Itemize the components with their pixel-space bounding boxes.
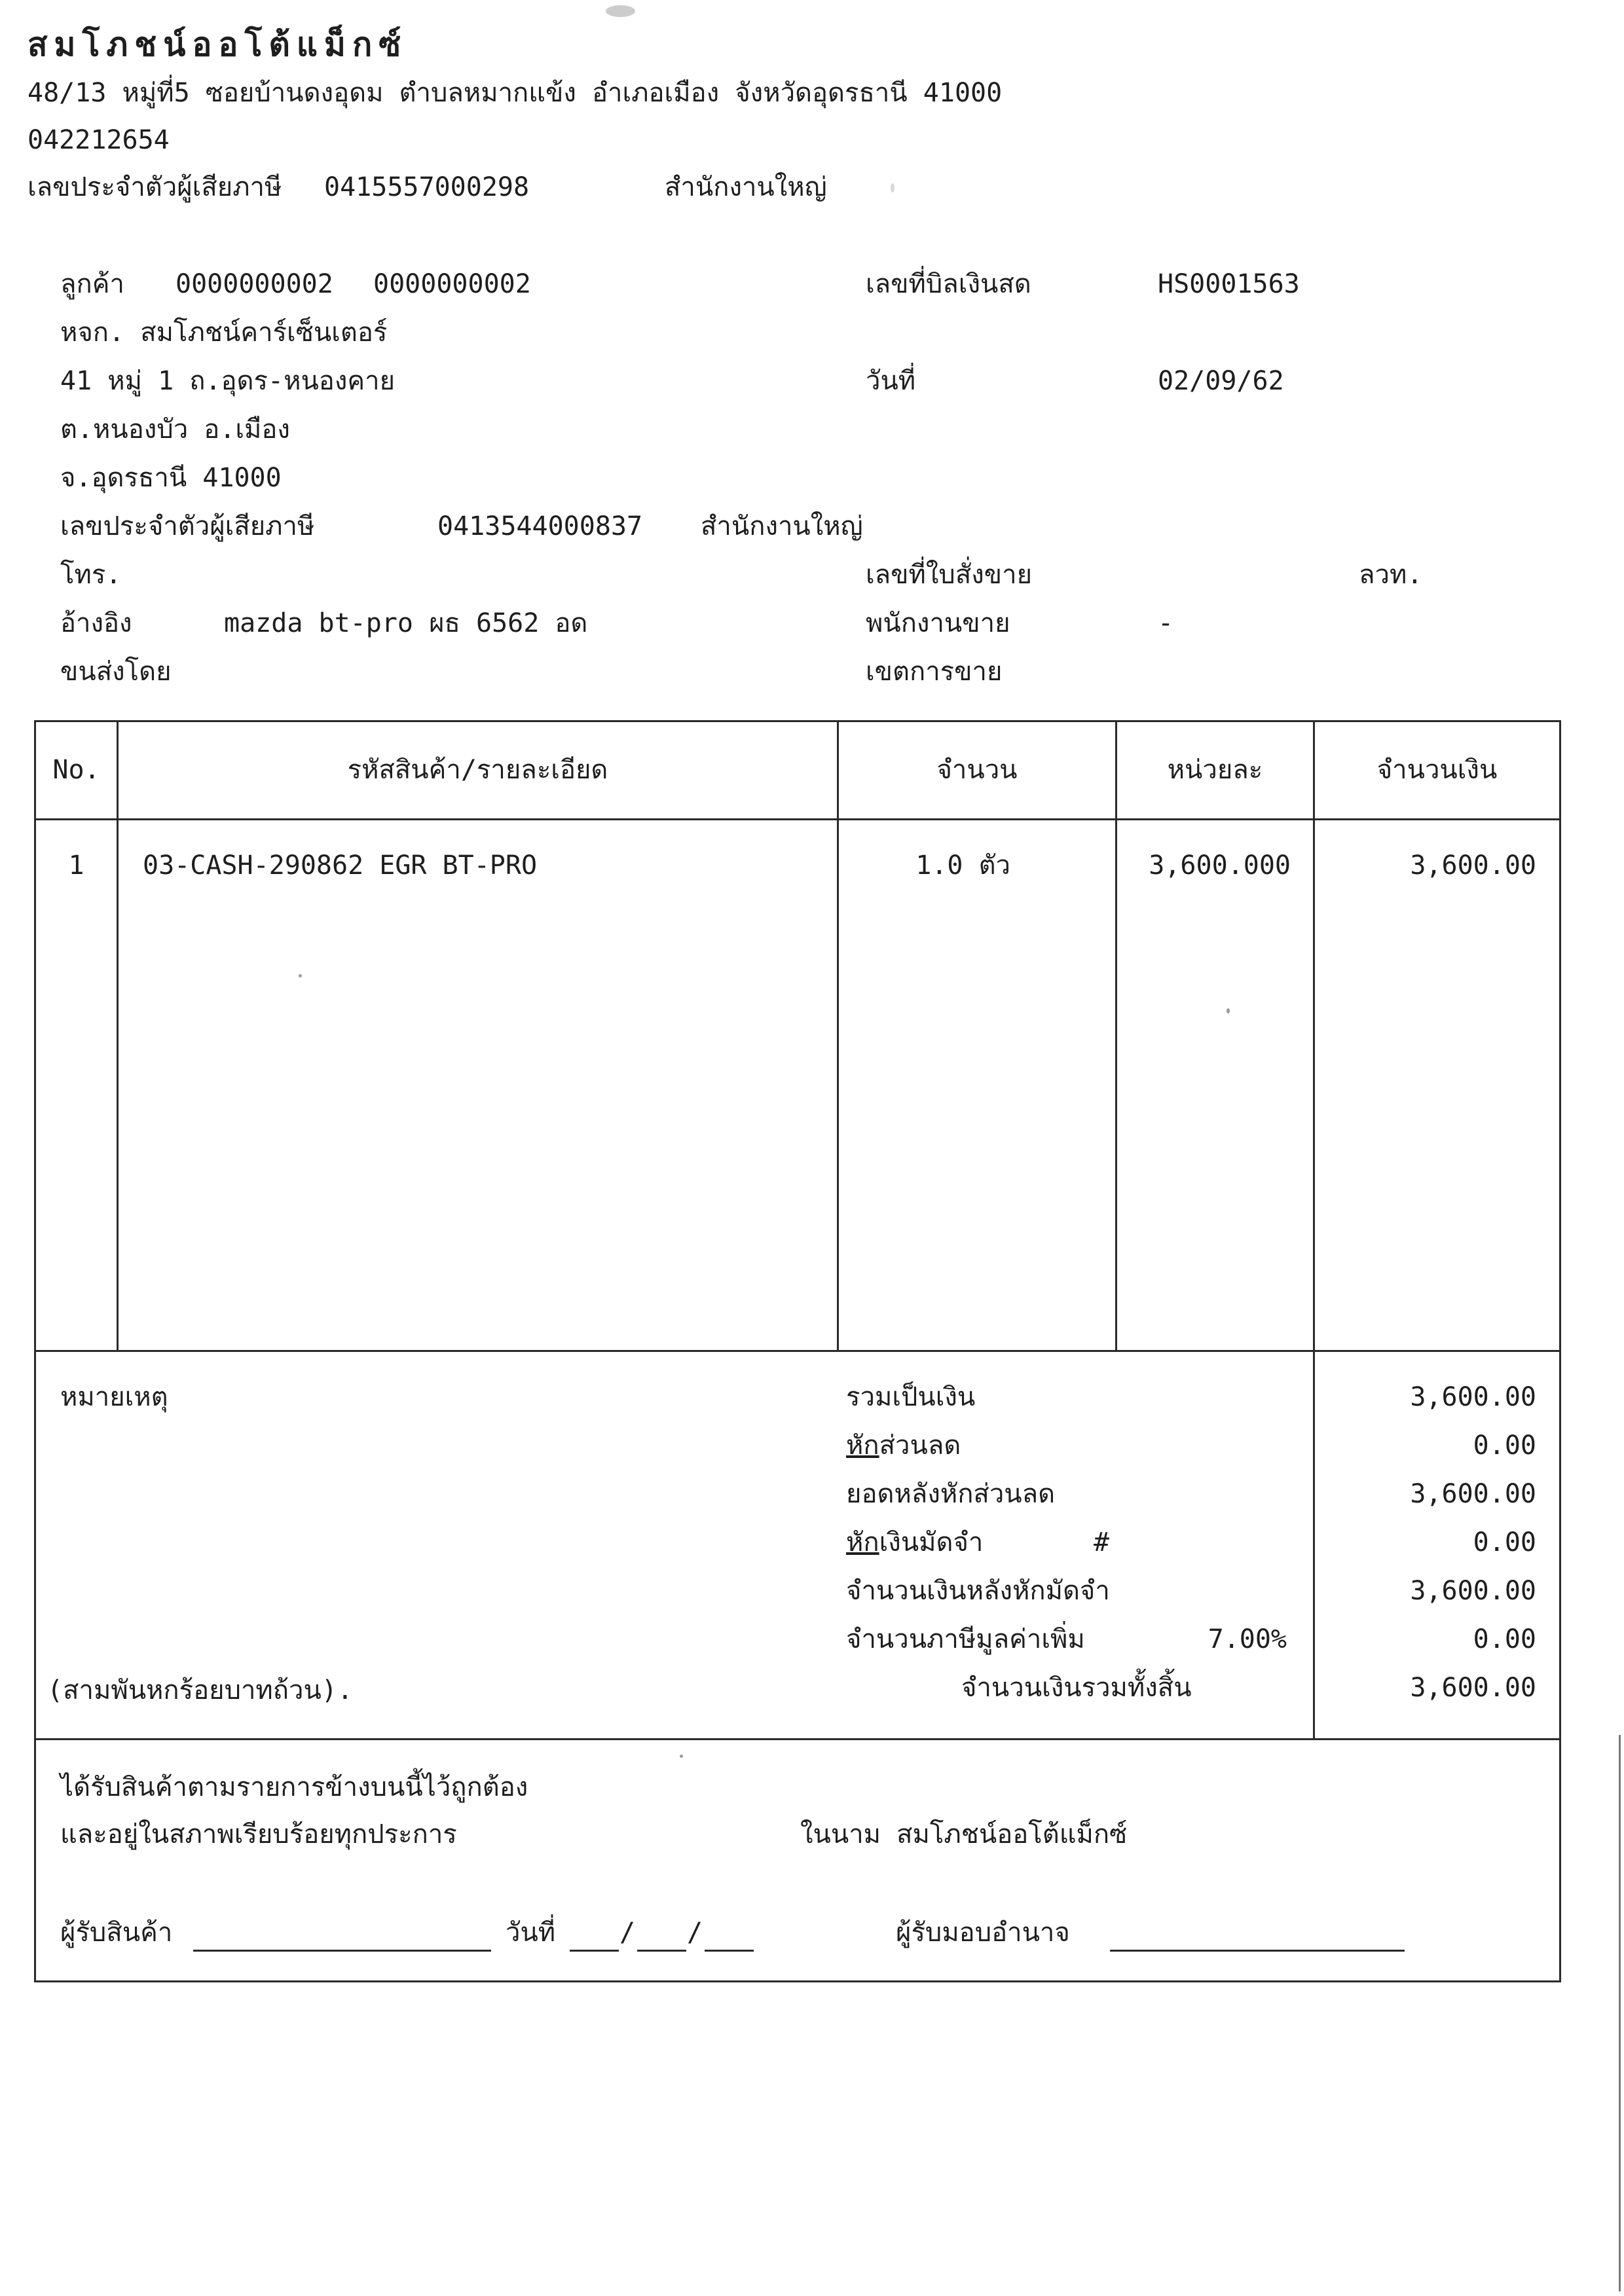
subtotal-label: รวมเป็นเงิน [846,1382,976,1412]
receiver-signature-line [193,1926,491,1952]
frame-left-line [34,720,36,1982]
frame-right-line [1559,720,1561,1982]
col-divider-desc [837,720,839,1352]
after-discount-label: ยอดหลังหักส่วนลด [846,1479,1056,1509]
customer-tax-id: 0413544000837 [437,511,643,541]
on-behalf-text: ในนาม สมโภชน์ออโต้แม็กซ์ [800,1819,1128,1850]
customer-code-2: 0000000002 [373,269,531,299]
customer-branch: สำนักงานใหญ่ [701,511,863,541]
header-unit-price: หน่วยละ [1167,755,1263,785]
customer-code-1: 0000000002 [175,269,333,299]
row-1-unit-price: 3,600.000 [1149,850,1291,881]
customer-address-3: จ.อุดรธานี 41000 [60,463,282,493]
after-deposit-value: 3,600.00 [1410,1576,1536,1606]
discount-label [846,1430,961,1461]
customer-label: ลูกค้า [60,269,124,299]
deposit-hash: # [1094,1527,1110,1558]
header-quantity: จำนวน [936,755,1018,785]
salesperson-label: พนักงานขาย [866,608,1010,638]
row-1-quantity: 1.0 ตัว [915,850,1010,881]
sales-area-label: เขตการขาย [866,657,1003,687]
customer-tax-id-label: เลขประจำตัวผู้เสียภาษี [60,511,315,541]
col-divider-qty [1115,720,1117,1352]
deposit-value: 0.00 [1473,1527,1536,1558]
grand-total-value: 3,600.00 [1410,1673,1536,1703]
received-line-2: และอยู่ในสภาพเรียบร้อยทุกประการ [60,1819,457,1850]
discount-label-rest: ส่วนลด [879,1430,961,1461]
scan-smudge-mark [606,5,635,17]
bill-no-label: เลขที่บิลเงินสด [866,269,1031,299]
scan-speck-mark [1227,1008,1230,1013]
vat-value: 0.00 [1473,1624,1536,1654]
frame-top-line [34,720,1561,722]
discount-value: 0.00 [1473,1430,1536,1461]
grand-total-label: จำนวนเงินรวมทั้งสิ้น [961,1673,1192,1703]
deposit-label-rest: เงินมัดจำ [879,1527,984,1558]
header-no: No. [52,755,100,785]
company-phone: 042212654 [28,125,170,155]
frame-bottom-line [34,1980,1561,1982]
authorized-signature-line [1110,1926,1405,1952]
vat-rate: 7.00% [1208,1624,1287,1654]
header-description: รหัสสินค้า/รายละเอียด [347,755,608,785]
bill-no: HS0001563 [1158,269,1300,299]
row-1-no: 1 [68,850,84,881]
receiver-label: ผู้รับสินค้า [60,1918,173,1948]
order-no-suffix: ลวท. [1359,560,1423,590]
receive-date-year-blank [705,1926,754,1952]
order-no-label: เลขที่ใบสั่งขาย [866,560,1033,590]
reference-value: mazda bt-pro ผธ 6562 อด [224,608,588,638]
reference-label: อ้างอิง [60,608,132,638]
vat-label: จำนวนภาษีมูลค่าเพิ่ม [846,1624,1085,1654]
deposit-label [846,1527,983,1558]
col-divider-no [117,720,119,1352]
amount-in-words: (สามพันหกร้อยบาทถ้วน). [47,1675,353,1705]
scan-edge-line [1619,1735,1621,2291]
subtotal-value: 3,600.00 [1410,1382,1536,1412]
company-branch: สำนักงานใหญ่ [665,172,827,202]
after-discount-value: 3,600.00 [1410,1479,1536,1509]
scan-speck-mark [299,974,302,977]
after-deposit-label: จำนวนเงินหลังหักมัดจำ [846,1576,1110,1606]
customer-phone-label: โทร. [60,560,122,590]
discount-label-prefix: หัก [846,1430,879,1461]
shipping-label: ขนส่งโดย [60,657,172,687]
summary-bottom-line [34,1738,1561,1740]
date-separator-icon: / [619,1918,636,1948]
scan-speck-mark [680,1755,683,1758]
items-bottom-line [34,1350,1561,1352]
customer-address-1: 41 หมู่ 1 ถ.อุดร-หนองคาย [60,366,396,396]
date-separator-icon: / [687,1918,703,1948]
customer-name: หจก. สมโภชน์คาร์เซ็นเตอร์ [60,318,388,348]
deposit-label-prefix: หัก [846,1527,879,1558]
invoice-date: 02/09/62 [1158,366,1284,396]
receive-date-day-blank [570,1926,619,1952]
row-1-description: 03-CASH-290862 EGR BT-PRO [143,850,538,881]
salesperson-value: - [1158,608,1174,638]
remarks-label: หมายเหตุ [60,1382,168,1412]
received-line-1: ได้รับสินค้าตามรายการข้างบนนี้ไว้ถูกต้อง [60,1772,528,1802]
company-address: 48/13 หมู่ที่5 ซอยบ้านดงอุดม ตำบลหมากแข้ง อำเภอเมือง จังหวัดอุดรธานี 41000 [28,78,1003,108]
row-1-amount: 3,600.00 [1410,850,1536,881]
receive-date-label: วันที่ [506,1918,556,1948]
receive-date-month-blank [637,1926,686,1952]
header-bottom-line [34,818,1561,820]
customer-address-2: ต.หนองบัว อ.เมือง [60,414,290,445]
scan-speck-mark [891,183,895,192]
date-label: วันที่ [866,366,916,396]
header-amount: จำนวนเงิน [1376,755,1498,785]
company-tax-id-label: เลขประจำตัวผู้เสียภาษี [28,172,282,202]
authorized-label: ผู้รับมอบอำนาจ [896,1918,1070,1948]
company-tax-id: 0415557000298 [324,172,530,202]
company-name: สมโภชน์ออโต้แม็กซ์ [28,25,408,64]
